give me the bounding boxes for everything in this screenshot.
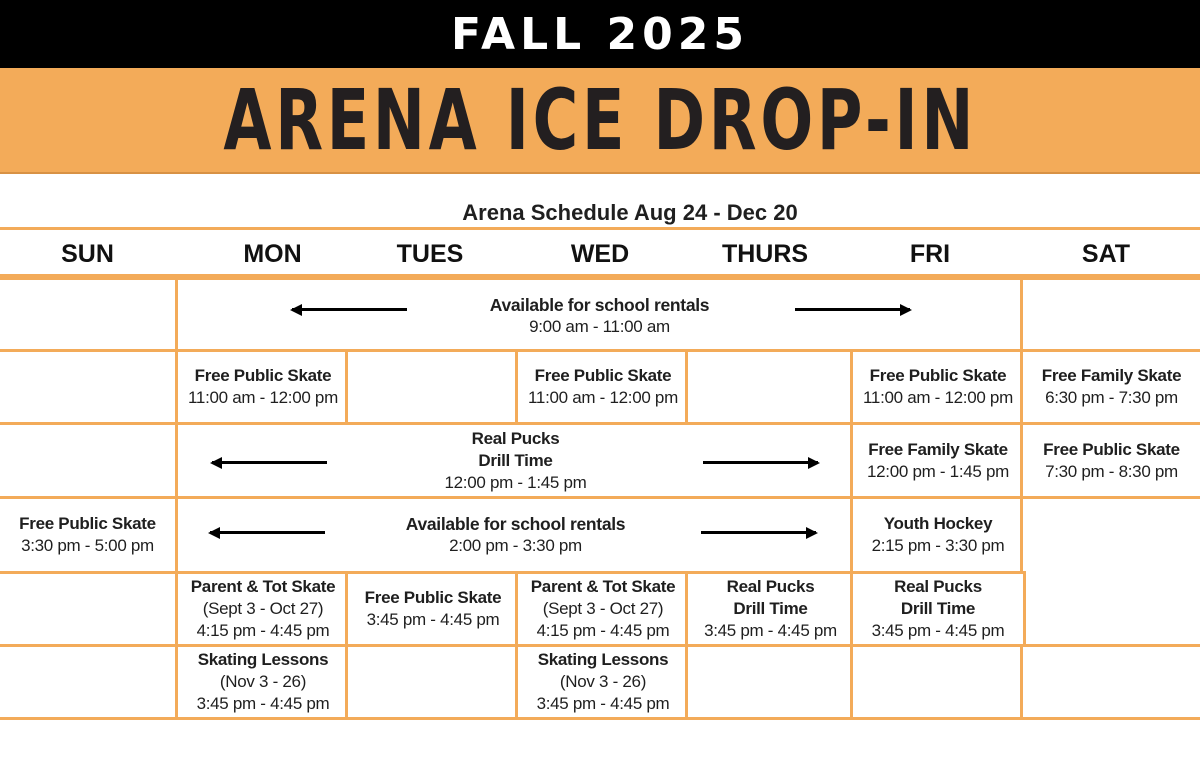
day-header-fri: FRI [909,240,951,268]
cell-sat-row2 [1020,349,1200,425]
event-title-line2: Drill Time [900,599,976,618]
cell-thu-row5 [685,571,856,647]
season-header [0,0,1200,68]
cell-thu-row6 [685,644,856,720]
cell-sun-row6 [0,644,178,720]
event-time: 4:15 pm - 4:45 pm [196,621,330,640]
event-time: 12:00 pm - 1:45 pm [444,472,587,492]
event-note: (Sept 3 - Oct 27) [542,599,664,618]
event-time: 3:45 pm - 4:45 pm [704,621,837,640]
cell-tue-row6 [345,644,521,720]
cell-mon-row6 [175,644,351,720]
event-title: Skating Lessons [197,650,329,669]
event-time: 2:15 pm - 3:30 pm [871,536,1005,555]
arrow-left-icon [210,526,325,540]
cell-sun-row5 [0,571,178,647]
cell-tue-row5 [345,571,521,647]
event-time: 3:45 pm - 4:45 pm [196,694,330,713]
cell-thu-row2 [685,349,856,425]
event-title-line1: Real Pucks [726,577,815,596]
event-time: 3:45 pm - 4:45 pm [536,694,670,713]
event-title: Available for school rentals [405,514,626,534]
event-title: Youth Hockey [883,514,993,533]
arrow-left-icon [212,456,327,470]
title-banner [0,68,1200,174]
cell-fri-row4 [850,496,1026,574]
cell-sat-row1 [1020,277,1200,352]
event-time: 9:00 am - 11:00 am [529,316,670,336]
event-title-line2: Drill Time [733,599,808,618]
day-header-sun: SUN [61,240,114,268]
cell-fri-row3 [850,422,1026,499]
event-time: 11:00 am - 12:00 pm [188,388,338,407]
event-time: 3:30 pm - 5:00 pm [21,536,154,555]
cell-mon-row5 [175,571,351,647]
event-title: Free Family Skate [1041,366,1182,385]
event-time: 3:45 pm - 4:45 pm [871,621,1005,640]
arrow-left-icon [292,303,407,317]
cell-mon-row2 [175,349,351,425]
arrow-right-icon [703,456,818,470]
event-note: (Nov 3 - 26) [219,672,307,691]
event-time: 11:00 am - 12:00 pm [528,388,678,407]
cell-tue-row2 [345,349,521,425]
event-title-line2: Drill Time [478,450,553,470]
event-title: Parent & Tot Skate [530,577,676,596]
event-title-line1: Real Pucks [471,428,560,448]
event-note: (Nov 3 - 26) [559,672,647,691]
event-title: Available for school rentals [489,294,710,315]
cell-sun-row4 [0,496,178,574]
arrow-right-icon [795,303,910,317]
schedule-subtitle: Arena Schedule Aug 24 - Dec 20 [462,200,798,225]
event-time: 7:30 pm - 8:30 pm [1045,461,1178,481]
cell-fri-row6 [850,644,1026,720]
cell-sat-rows4-5 [1020,496,1200,647]
event-time: 4:15 pm - 4:45 pm [536,621,670,640]
event-time: 3:45 pm - 4:45 pm [366,610,500,629]
season-label: FALL 2025 [451,8,749,60]
day-header-sat: SAT [1081,240,1131,268]
event-title: Free Public Skate [534,366,672,385]
event-note: (Sept 3 - Oct 27) [202,599,324,618]
cell-fri-row5 [850,571,1026,647]
cell-sat-row6 [1020,644,1200,720]
cell-sun-row3 [0,422,178,499]
page-title: ARENA ICE DROP-IN [223,71,977,169]
event-title: Free Family Skate [868,439,1008,459]
divider-top [0,227,1200,230]
event-title: Free Public Skate [1043,439,1180,459]
event-title-line1: Real Pucks [894,577,982,596]
event-title: Free Public Skate [364,588,502,607]
cell-wed-row5 [515,571,691,647]
day-header-thurs: THURS [721,240,809,268]
event-title: Free Public Skate [19,514,156,533]
event-title: Parent & Tot Skate [190,577,336,596]
cell-wed-row2 [515,349,691,425]
day-header-wed: WED [570,240,630,268]
day-header-mon: MON [243,240,302,268]
cell-fri-row2 [850,349,1026,425]
day-header-tues: TUES [396,240,464,268]
event-time: 6:30 pm - 7:30 pm [1045,388,1178,407]
cell-sat-row3 [1020,422,1200,499]
cell-sun-row2 [0,349,178,425]
event-time: 2:00 pm - 3:30 pm [449,536,582,555]
event-title: Free Public Skate [869,366,1007,385]
event-time: 12:00 pm - 1:45 pm [866,461,1009,481]
cell-sun-row1 [0,277,178,352]
cell-wed-row6 [515,644,691,720]
event-title: Free Public Skate [194,366,332,385]
event-time: 11:00 am - 12:00 pm [863,388,1013,407]
arrow-right-icon [701,526,816,540]
event-title: Skating Lessons [537,650,669,669]
